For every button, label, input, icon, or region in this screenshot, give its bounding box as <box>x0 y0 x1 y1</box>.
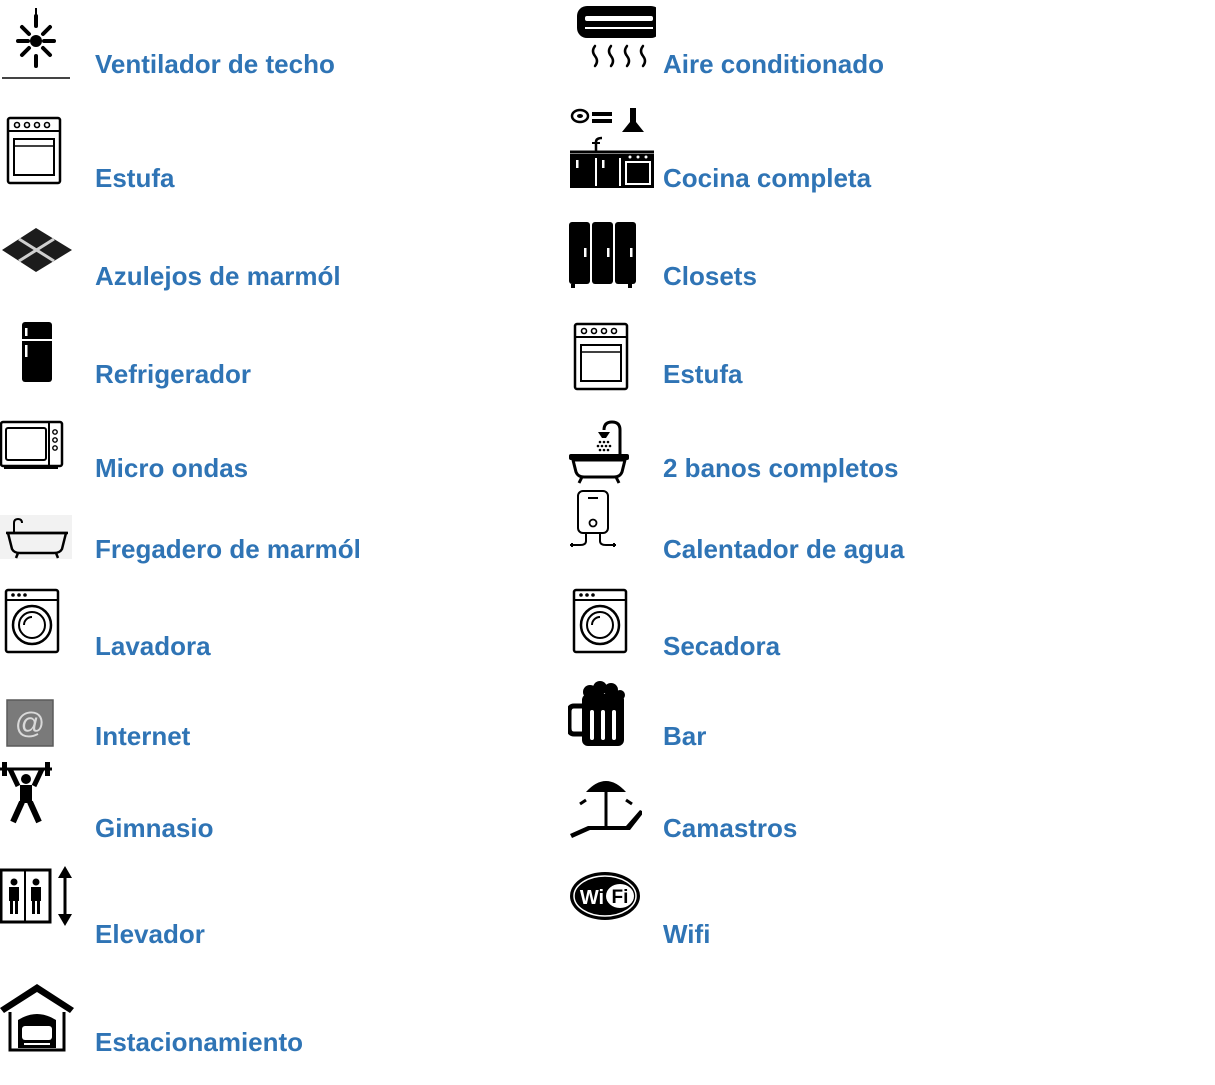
amenity-label: Refrigerador <box>95 359 252 389</box>
amenity-label: Elevador <box>95 919 205 949</box>
amenity-label: Estufa <box>663 359 743 389</box>
amenity-label: 2 banos completos <box>663 453 899 483</box>
amenity-label: Bar <box>663 721 707 751</box>
amenity-label: Cocina completa <box>663 163 872 193</box>
weightlifter-icon <box>0 758 74 832</box>
amenity-microwave <box>0 453 520 483</box>
amenity-label: Aire conditionado <box>663 49 884 79</box>
amenity-closets <box>568 261 1088 291</box>
amenity-label: Calentador de agua <box>663 534 905 564</box>
amenity-label: Internet <box>95 721 191 751</box>
amenity-label: Azulejos de marmól <box>95 261 341 291</box>
amenity-stove <box>0 163 520 193</box>
amenity-label: Closets <box>663 261 757 291</box>
amenity-stove-2 <box>568 359 1088 389</box>
bathtub-sink-icon <box>0 485 74 559</box>
amenity-washer <box>0 631 520 661</box>
garage-icon <box>0 982 74 1056</box>
amenity-label: Ventilador de techo <box>95 49 335 79</box>
amenity-loungers <box>568 813 1088 843</box>
amenity-label: Estacionamiento <box>95 1027 304 1057</box>
stove-icon <box>568 322 642 396</box>
beach-lounger-icon <box>568 770 642 844</box>
at-sign-icon <box>0 682 74 756</box>
amenity-internet <box>0 707 520 751</box>
amenity-label: Lavadora <box>95 631 211 661</box>
amenity-label: Micro ondas <box>95 453 249 483</box>
amenity-full-kitchen <box>568 163 1088 193</box>
full-kitchen-icon <box>568 102 656 190</box>
amenity-air-conditioner <box>568 49 1088 79</box>
amenity-dryer <box>568 631 1088 661</box>
amenity-water-heater <box>568 534 1088 564</box>
amenity-parking <box>0 1027 520 1057</box>
wifi-fi-text: Fi <box>611 887 629 908</box>
amenity-bathrooms <box>568 453 1088 483</box>
amenity-marble-tiles <box>0 261 520 291</box>
amenity-label: Secadora <box>663 631 781 661</box>
marble-tiles-icon <box>0 210 74 284</box>
refrigerator-icon <box>0 316 74 390</box>
amenity-gym <box>0 813 520 843</box>
amenity-wifi <box>568 887 1088 949</box>
dryer-icon <box>568 584 642 658</box>
amenity-bar <box>568 721 1088 751</box>
amenity-marble-sink <box>0 534 520 564</box>
amenity-refrigerator <box>0 359 520 389</box>
water-heater-icon <box>568 487 642 561</box>
wifi-icon <box>568 860 642 934</box>
amenity-label: Camastros <box>663 813 798 843</box>
amenity-label: Wifi <box>663 919 711 949</box>
closets-icon <box>568 220 642 294</box>
elevator-icon <box>0 856 74 930</box>
beer-mug-icon <box>568 680 642 754</box>
ceiling-fan-icon <box>0 8 74 82</box>
amenity-ceiling-fan <box>0 49 520 79</box>
amenity-label: Gimnasio <box>95 813 214 843</box>
amenity-elevator <box>0 919 520 949</box>
amenity-label: Estufa <box>95 163 175 193</box>
air-conditioner-icon <box>568 2 656 76</box>
stove-icon <box>0 116 74 190</box>
washing-machine-icon <box>0 584 74 658</box>
at-sign-glyph: @ <box>14 707 46 740</box>
microwave-icon <box>0 404 74 478</box>
bathtub-shower-icon <box>568 416 642 490</box>
wifi-wi-text: Wi <box>579 887 605 909</box>
amenity-label: Fregadero de marmól <box>95 534 361 564</box>
